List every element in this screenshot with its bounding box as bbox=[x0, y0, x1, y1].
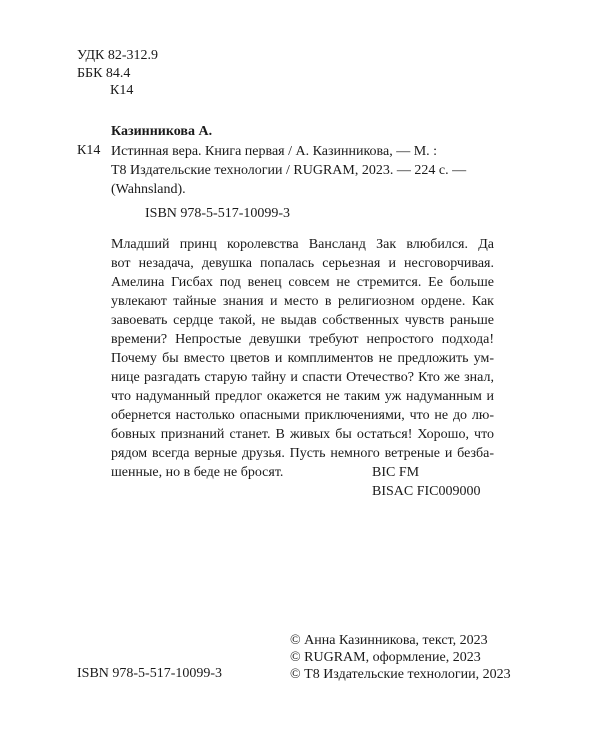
annotation-line: увлекают тайные знания и место в религиозном ордене. Как bbox=[111, 294, 494, 309]
bbk-code: ББК 84.4 bbox=[77, 65, 131, 81]
bic-code: BIC FM bbox=[372, 465, 420, 480]
annotation-line: завоевать сердце такой, не выдав собственных чувств раньше bbox=[111, 313, 494, 328]
annotation bbox=[111, 235, 494, 482]
author-name: Казинникова А. bbox=[111, 124, 213, 139]
udk-code: УДК 82-312.9 bbox=[77, 48, 159, 63]
author-mark-left: К14 bbox=[77, 143, 101, 158]
author-mark: К14 bbox=[110, 83, 134, 98]
annotation-line: Почему бы вместо цветов и комплиментов не предложить ум- bbox=[111, 351, 494, 366]
description-line: Истинная вера. Книга первая / А. Казинникова, — М. : bbox=[111, 144, 438, 159]
description-line: (Wahnsland). bbox=[111, 182, 186, 197]
isbn-bottom: ISBN 978-5-517-10099-3 bbox=[77, 666, 223, 681]
annotation-line: времени? Непростые девушки требуют непростого подхода! bbox=[111, 332, 494, 347]
bisac-code: BISAC FIC009000 bbox=[372, 484, 481, 499]
annotation-line: Амелина Гисбах под венец совсем не стремится. Ее больше bbox=[111, 275, 494, 290]
annotation-line: нице разгадать старую тайну и спасти Отечество? Кто же знал, bbox=[111, 370, 494, 385]
classification-codes bbox=[77, 47, 158, 100]
description-line: Т8 Издательские технологии / RUGRAM, 2023. — 224 с. — bbox=[111, 163, 467, 178]
subject-codes bbox=[372, 463, 481, 501]
annotation-line: шенные, но в беде не бросят. bbox=[111, 465, 284, 480]
annotation-line: бовных признаний станет. В живых бы остаться! Хорошо, что bbox=[111, 427, 494, 442]
isbn: ISBN 978-5-517-10099-3 bbox=[145, 206, 291, 221]
copyright-line: © Т8 Издательские технологии, 2023 bbox=[290, 667, 511, 682]
annotation-line: обернется настолько опасными приключениями, что не до лю- bbox=[111, 408, 494, 423]
annotation-line: рядом всегда верные друзья. Пусть немного ветреные и безба- bbox=[111, 446, 494, 461]
copyright-block bbox=[290, 632, 511, 683]
copyright-line: © RUGRAM, оформление, 2023 bbox=[290, 650, 481, 665]
annotation-line: вот незадача, девушка попалась серьезная и несговорчивая. bbox=[111, 256, 494, 271]
copyright-line: © Анна Казинникова, текст, 2023 bbox=[290, 633, 488, 648]
annotation-line: Младший принц королевства Вансланд Зак влюбился. Да bbox=[111, 237, 494, 252]
annotation-line: что надуманный предлог окажется не таким уж надуманным и bbox=[111, 389, 494, 404]
bibliographic-description bbox=[111, 142, 491, 199]
